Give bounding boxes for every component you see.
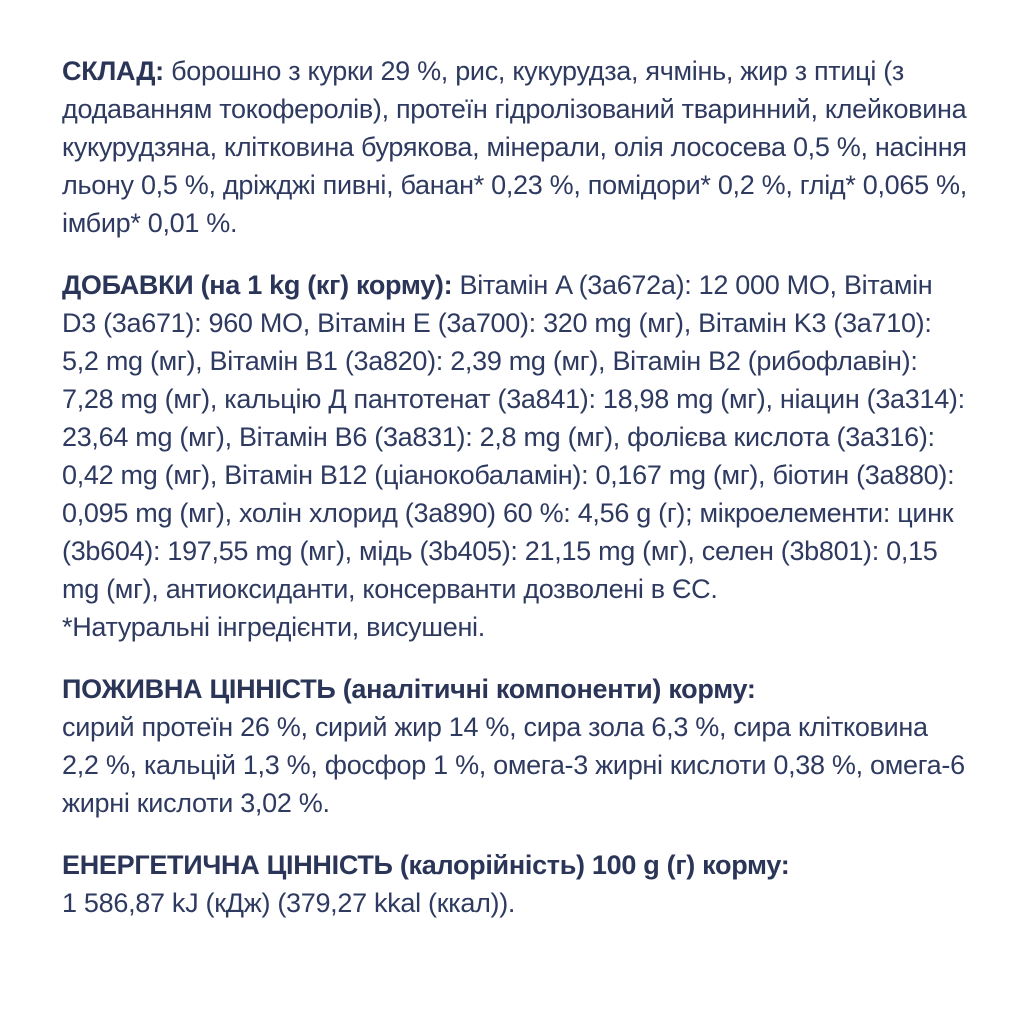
- section-composition: [62, 52, 970, 242]
- additives-heading: ДОБАВКИ (на 1 kg (кг) корму):: [62, 270, 453, 300]
- section-additives: [62, 266, 970, 646]
- composition-heading: СКЛАД:: [62, 56, 164, 86]
- section-energy: [62, 846, 970, 922]
- composition-body: борошно з курки 29 %, рис, кукурудза, ячмінь, жир з птиці (з додаванням токоферолів), протеїн гідролізований тваринний, клейковина кукурудзяна, клітковина бурякова, мінерали, олія лососева 0,5 %, насіння льону 0,5 %, дріжджі пивні, банан* 0,23 %, помідори* 0,2 %, глід* 0,065 %, імбир* 0,01 %.: [62, 56, 967, 238]
- additives-body: Вітамін A (3a672a): 12 000 МО, Вітамін D3 (3a671): 960 МО, Вітамін E (3a700): 320 mg (мг), Вітамін K3 (3a710): 5,2 mg (мг), Вітамін B1 (3a820): 2,39 mg (мг), Вітамін B2 (рибофлавін): 7,28 mg (мг), кальцію Д пантотенат (3a841): 18,98 mg (мг), ніацин (3a314): 23,64 mg (мг), Вітамін B6 (3a831): 2,8 mg (мг), фолієва кислота (3a316): 0,42 mg (мг), Вітамін B12 (ціанокобаламін): 0,167 mg (мг), біотин (3a880): 0,095 mg (мг), холін хлорид (3a890) 60 %: 4,56 g (г); мікроелементи: цинк (3b604): 197,55 mg (мг), мідь (3b405): 21,15 mg (мг), селен (3b801): 0,15 mg (мг), антиоксиданти, консерванти дозволені в ЄС.: [62, 270, 965, 604]
- energy-body: 1 586,87 kJ (кДж) (379,27 kkal (ккал)).: [62, 888, 516, 918]
- nutrition-body: сирий протеїн 26 %, сирий жир 14 %, сира зола 6,3 %, сира клітковина 2,2 %, кальцій 1,3 %, фосфор 1 %, омега-3 жирні кислоти 0,38 %, омега-6 жирні кислоти 3,02 %.: [62, 712, 965, 818]
- section-nutrition: [62, 670, 970, 822]
- nutrition-heading: ПОЖИВНА ЦІННІСТЬ (аналітичні компоненти) корму:: [62, 674, 756, 704]
- energy-heading: ЕНЕРГЕТИЧНА ЦІННІСТЬ (калорійність) 100 g (г) корму:: [62, 850, 790, 880]
- additives-natural-ingredients-note: *Натуральні інгредієнти, висушені.: [62, 612, 485, 642]
